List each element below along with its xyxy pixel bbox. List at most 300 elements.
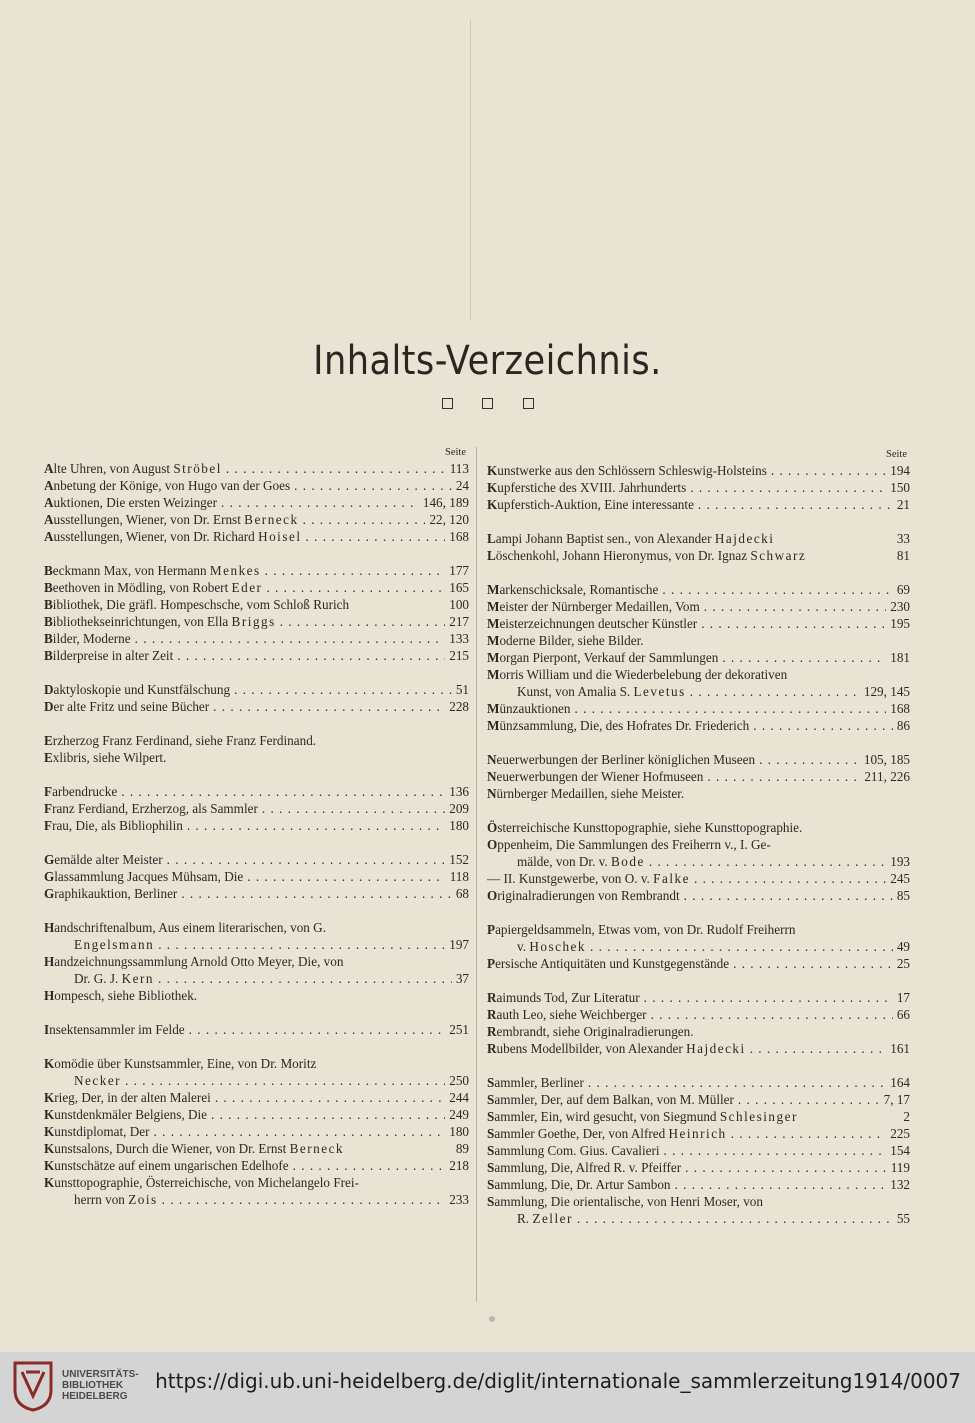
entry-page-number: 136	[449, 784, 469, 799]
dot-leader	[234, 681, 452, 698]
entry-page-number: 86	[896, 718, 910, 733]
entry-title	[44, 733, 316, 748]
index-entry	[44, 749, 469, 766]
entry-text: aimunds Tod, Zur Literatur	[496, 990, 640, 1005]
index-letter-group	[487, 462, 910, 513]
entry-initial: H	[44, 954, 55, 969]
entry-text: unstsalons, Durch die Wiener, von Dr. Ernst	[54, 1141, 290, 1156]
entry-title	[44, 920, 326, 935]
entry-text: ammlung, Die orientalische, von Henri Moser, von	[494, 1194, 763, 1209]
dot-leader	[759, 751, 860, 768]
entry-author: Hajdecki	[714, 531, 775, 546]
entry-initial: S	[487, 1075, 495, 1090]
entry-text: euerwerbungen der Berliner königlichen Museen	[496, 752, 756, 767]
entry-title	[487, 496, 694, 513]
entry-text: auth Leo, siehe Weichberger	[496, 1007, 647, 1022]
index-entry	[44, 511, 469, 528]
entry-title	[44, 528, 302, 545]
entry-page-number: 132	[890, 1177, 910, 1192]
entry-title	[74, 936, 154, 953]
dot-leader	[213, 698, 445, 715]
entry-title	[74, 970, 154, 987]
index-letter-group	[487, 819, 910, 904]
index-entry	[487, 955, 910, 972]
entry-author: Ströbel	[173, 461, 222, 476]
entry-page-number: 197	[449, 937, 469, 952]
entry-text: ammler, Der, auf dem Balkan, von M. Müller	[494, 1092, 734, 1107]
index-entry	[487, 836, 910, 853]
entry-page-number: 105, 185	[863, 752, 910, 767]
entry-initial: A	[44, 529, 54, 544]
entry-text: nsektensammler im Felde	[49, 1022, 185, 1037]
entry-title	[487, 1024, 694, 1039]
entry-text: apiergeldsammeln, Etwas vom, von Dr. Rudolf Freiherrn	[495, 922, 796, 937]
entry-initial: N	[487, 752, 497, 767]
entry-text: R.	[517, 1211, 533, 1226]
entry-page-number: 193	[890, 854, 910, 869]
entry-page-number: 249	[449, 1107, 469, 1122]
entry-initial: M	[487, 667, 500, 682]
entry-title	[44, 698, 209, 715]
entry-text: lte Uhren, von August	[53, 461, 174, 476]
entry-title	[487, 530, 774, 547]
entry-page-number: 230	[890, 599, 910, 614]
index-letter-group	[44, 851, 469, 902]
dot-leader	[575, 700, 887, 717]
index-entry	[44, 1191, 469, 1208]
entry-text: eckmann Max, von Hermann	[52, 563, 210, 578]
index-entry	[487, 819, 910, 836]
entry-text: eisterzeichnungen deutscher Künstler	[499, 616, 698, 631]
entry-title	[44, 477, 290, 494]
entry-initial: G	[44, 852, 55, 867]
entry-title	[44, 1021, 185, 1038]
entry-author: Eder	[231, 580, 263, 595]
index-entry	[44, 936, 469, 953]
entry-initial: A	[44, 512, 54, 527]
dot-leader	[265, 562, 446, 579]
dot-leader	[266, 579, 445, 596]
entry-author: Bode	[611, 854, 645, 869]
dot-leader	[303, 511, 426, 528]
index-entry	[487, 683, 910, 700]
dot-leader	[684, 887, 893, 904]
entry-text: usstellungen, Wiener, von Dr. Ernst	[53, 512, 245, 527]
entry-page-number: 233	[449, 1192, 469, 1207]
entry-page-number: 168	[890, 701, 910, 716]
index-entry	[44, 953, 469, 970]
entry-initial: F	[44, 818, 53, 833]
entry-author: Menkes	[209, 563, 261, 578]
entry-initial: S	[487, 1143, 495, 1158]
entry-title	[487, 581, 658, 598]
index-letter-group	[44, 783, 469, 834]
entry-initial: M	[487, 718, 500, 733]
entry-initial: P	[487, 922, 496, 937]
entry-text: lassammlung Jacques Mühsam, Die	[54, 869, 244, 884]
entry-page-number: 55	[896, 1211, 910, 1226]
entry-author: Falke	[653, 871, 690, 886]
dot-leader	[722, 649, 886, 666]
index-letter-group	[487, 530, 910, 564]
entry-title	[44, 885, 177, 902]
entry-title	[517, 1210, 573, 1227]
entry-page-number: 180	[449, 1124, 469, 1139]
entry-text: xlibris, siehe Wilpert.	[52, 750, 167, 765]
dot-leader	[588, 1074, 886, 1091]
entry-text: organ Pierpont, Verkauf der Sammlungen	[499, 650, 719, 665]
dot-leader	[135, 630, 446, 647]
index-entry	[487, 632, 910, 649]
index-entry	[487, 462, 910, 479]
entry-title	[487, 1091, 734, 1108]
entry-page-number: 165	[449, 580, 469, 595]
index-letter-group	[487, 989, 910, 1057]
entry-page-number: 195	[890, 616, 910, 631]
index-entry	[487, 581, 910, 598]
entry-initial: H	[44, 920, 55, 935]
entry-page-number: 49	[896, 939, 910, 954]
dot-leader	[215, 1089, 445, 1106]
entry-text: unstdiplomat, Der	[54, 1124, 150, 1139]
entry-text: ampi Johann Baptist sen., von Alexander	[495, 531, 715, 546]
entry-page-number: 66	[896, 1007, 910, 1022]
page-title: Inhalts-Verzeichnis.	[313, 338, 662, 384]
entry-title	[487, 1176, 671, 1193]
column-divider	[476, 447, 477, 1302]
entry-page-number: 225	[890, 1126, 910, 1141]
seite-label: Seite	[445, 447, 466, 458]
entry-page-number: 245	[890, 871, 910, 886]
dot-leader	[306, 528, 446, 545]
entry-initial: N	[487, 769, 497, 784]
index-entry	[487, 1006, 910, 1023]
entry-text: riginalradierungen von Rembrandt	[497, 888, 680, 903]
dot-leader	[154, 1123, 446, 1140]
index-entry	[44, 460, 469, 477]
entry-text: ammler, Berliner	[494, 1075, 584, 1090]
entry-initial: D	[44, 682, 54, 697]
dot-leader	[294, 477, 452, 494]
index-entry	[44, 885, 469, 902]
dot-leader	[738, 1091, 880, 1108]
index-entry	[487, 1193, 910, 1210]
index-letter-group	[44, 562, 469, 664]
index-entry	[487, 870, 910, 887]
library-name-line: BIBLIOTHEK	[62, 1380, 124, 1391]
entry-title	[487, 717, 749, 734]
index-entry	[44, 613, 469, 630]
entry-text: ünzauktionen	[499, 701, 571, 716]
dot-leader	[167, 851, 446, 868]
index-letter-group	[44, 919, 469, 1004]
entry-text: ranz Ferdiand, Erzherzog, als Sammler	[52, 801, 258, 816]
index-entry	[44, 647, 469, 664]
index-entry	[44, 919, 469, 936]
entry-title	[487, 1142, 660, 1159]
index-entry	[487, 1040, 910, 1057]
seite-label: Seite	[886, 449, 907, 460]
entry-initial: B	[44, 614, 53, 629]
entry-initial: L	[487, 548, 496, 563]
entry-text: euerwerbungen der Wiener Hofmuseen	[496, 769, 704, 784]
index-entry	[487, 1159, 910, 1176]
index-letter-group	[44, 1055, 469, 1208]
entry-text: sterreichische Kunsttopographie, siehe Kunsttopographie.	[497, 820, 803, 835]
index-entry	[44, 1021, 469, 1038]
entry-initial: G	[44, 869, 55, 884]
entry-title	[487, 751, 755, 768]
index-entry	[487, 768, 910, 785]
ornament-square-icon	[523, 398, 534, 409]
dot-leader	[750, 1040, 887, 1057]
entry-page-number: 17	[896, 990, 910, 1005]
entry-title	[487, 633, 644, 648]
dot-leader	[701, 615, 886, 632]
entry-title	[487, 700, 571, 717]
entry-initial: S	[487, 1092, 495, 1107]
entry-title	[517, 938, 586, 955]
entry-author: Engelsmann	[74, 937, 155, 952]
index-entry	[44, 1072, 469, 1089]
entry-title	[44, 681, 230, 698]
index-entry	[487, 921, 910, 938]
dot-leader	[121, 783, 445, 800]
entry-page-number: 7, 17	[883, 1092, 910, 1107]
bleed-through-rule	[470, 20, 471, 320]
index-entry	[44, 987, 469, 1004]
entry-author: Levetus	[633, 684, 686, 699]
entry-text: raphikauktion, Berliner	[54, 886, 178, 901]
entry-page-number: 150	[890, 480, 910, 495]
entry-title	[487, 649, 718, 666]
entry-initial: O	[487, 837, 498, 852]
entry-title	[487, 989, 640, 1006]
dot-leader	[753, 717, 893, 734]
index-entry	[44, 681, 469, 698]
entry-text: öschenkohl, Johann Hieronymus, von Dr. Ignaz	[495, 548, 751, 563]
entry-text: ürnberger Medaillen, siehe Meister.	[496, 786, 685, 801]
dot-leader	[293, 1157, 446, 1174]
dot-leader	[262, 800, 445, 817]
dot-leader	[664, 1142, 887, 1159]
entry-text: v.	[517, 939, 530, 954]
dot-leader	[707, 768, 860, 785]
index-entry	[487, 1074, 910, 1091]
entry-page-number: 218	[449, 1158, 469, 1173]
entry-initial: R	[487, 1024, 497, 1039]
dot-leader	[211, 1106, 445, 1123]
entry-page-number: 194	[890, 463, 910, 478]
entry-initial: S	[487, 1160, 495, 1175]
entry-title	[44, 1157, 289, 1174]
index-entry	[487, 479, 910, 496]
entry-title	[44, 1089, 211, 1106]
entry-title	[44, 851, 163, 868]
index-entry	[487, 1176, 910, 1193]
index-entry	[44, 562, 469, 579]
entry-initial: B	[44, 580, 53, 595]
entry-text: embrandt, siehe Originalradierungen.	[496, 1024, 694, 1039]
ornament-square-icon	[482, 398, 493, 409]
entry-title	[44, 750, 166, 765]
entry-title	[487, 1006, 647, 1023]
entry-page-number: 181	[890, 650, 910, 665]
entry-page-number: 81	[896, 548, 910, 563]
index-entry	[487, 785, 910, 802]
entry-text: usstellungen, Wiener, von Dr. Richard	[53, 529, 259, 544]
entry-author: Hoschek	[529, 939, 586, 954]
entry-page-number: 85	[896, 888, 910, 903]
entry-page-number: 51	[455, 682, 469, 697]
permalink-url[interactable]: https://digi.ub.uni-heidelberg.de/diglit/internationale_sammlerzeitung1914/0007	[155, 1369, 961, 1393]
entry-text: oderne Bilder, siehe Bilder.	[499, 633, 644, 648]
entry-title	[44, 783, 117, 800]
entry-title	[44, 1106, 207, 1123]
entry-title	[44, 1175, 359, 1190]
entry-title	[487, 1074, 584, 1091]
index-entry	[487, 615, 910, 632]
entry-author: Briggs	[231, 614, 276, 629]
entry-text: uktionen, Die ersten Weizinger	[53, 495, 218, 510]
entry-initial: A	[44, 461, 54, 476]
entry-initial: F	[44, 801, 53, 816]
entry-title	[44, 1140, 344, 1157]
index-entry	[487, 887, 910, 904]
university-seal-icon	[12, 1360, 54, 1412]
entry-title	[44, 1123, 150, 1140]
entry-text: ammler Goethe, Der, von Alfred	[494, 1126, 669, 1141]
entry-text: Dr. G. J.	[74, 971, 122, 986]
entry-page-number: 228	[449, 699, 469, 714]
entry-initial: B	[44, 631, 53, 646]
entry-title	[44, 954, 343, 969]
index-entry	[44, 1106, 469, 1123]
dot-leader	[189, 1021, 446, 1038]
library-name-line: UNIVERSITÄTS-	[62, 1369, 139, 1380]
ornament-square-icon	[442, 398, 453, 409]
entry-text: Kunst, von Amalia S.	[517, 684, 634, 699]
entry-title	[487, 479, 686, 496]
entry-initial: R	[487, 990, 497, 1005]
entry-page-number: 152	[449, 852, 469, 867]
entry-author: Berneck	[244, 512, 299, 527]
entry-text: ibliothekseinrichtungen, von Ella	[52, 614, 232, 629]
entry-title	[44, 596, 349, 613]
entry-text: rieg, Der, in der alten Malerei	[54, 1090, 211, 1105]
entry-page-number: 244	[449, 1090, 469, 1105]
entry-title	[487, 462, 767, 479]
entry-page-number: 22, 120	[429, 512, 469, 527]
dot-leader	[162, 1191, 446, 1208]
entry-text: ilderpreise in alter Zeit	[52, 648, 174, 663]
entry-text: — II. Kunstgewerbe, von O. v.	[487, 871, 654, 886]
entry-title	[487, 768, 703, 785]
entry-text: nbetung der Könige, von Hugo van der Goes	[53, 478, 291, 493]
entry-initial: A	[44, 478, 54, 493]
index-entry	[487, 598, 910, 615]
entry-page-number: 251	[449, 1022, 469, 1037]
entry-text: rzherzog Franz Ferdinand, siehe Franz Ferdinand.	[52, 733, 317, 748]
entry-title	[44, 460, 222, 477]
entry-text: arkenschicksale, Romantische	[499, 582, 659, 597]
index-column-left	[44, 446, 469, 1225]
entry-author: Schwarz	[750, 548, 807, 563]
index-entry	[487, 530, 910, 547]
entry-title	[487, 837, 771, 852]
entry-page-number: 33	[896, 531, 910, 546]
dot-leader	[280, 613, 446, 630]
entry-title	[487, 667, 787, 682]
entry-page-number: 209	[449, 801, 469, 816]
entry-text: er alte Fritz und seine Bücher	[53, 699, 210, 714]
dot-leader	[158, 970, 452, 987]
entry-title	[487, 615, 697, 632]
entry-initial: K	[44, 1090, 55, 1105]
entry-text: upferstiche des XVIII. Jahrhunderts	[497, 480, 687, 495]
entry-initial: K	[44, 1056, 55, 1071]
index-entry	[44, 579, 469, 596]
entry-text: ppenheim, Die Sammlungen des Freiherrn v., I. Ge-	[497, 837, 771, 852]
index-entry	[44, 783, 469, 800]
index-entry	[487, 1210, 910, 1227]
index-entry	[487, 1142, 910, 1159]
entry-initial: K	[44, 1107, 55, 1122]
dot-leader	[690, 683, 860, 700]
index-entry	[44, 698, 469, 715]
index-letter-group	[44, 732, 469, 766]
entry-title	[487, 1108, 798, 1125]
entry-title	[74, 1072, 121, 1089]
index-entry	[44, 630, 469, 647]
entry-text: ammlung, Die, Dr. Artur Sambon	[494, 1177, 671, 1192]
entry-text: ammlung, Die, Alfred R. v. Pfeiffer	[494, 1160, 682, 1175]
dot-leader	[226, 460, 446, 477]
footer-bar	[0, 1352, 975, 1423]
dot-leader	[187, 817, 445, 834]
index-entry	[44, 1055, 469, 1072]
dot-leader	[694, 870, 886, 887]
entry-title	[487, 1194, 763, 1209]
entry-page-number: 118	[449, 869, 469, 884]
entry-title	[487, 547, 806, 564]
dot-leader	[685, 1159, 887, 1176]
entry-initial: K	[44, 1158, 55, 1173]
entry-text: andschriftenalbum, Aus einem literarischen, von G.	[54, 920, 326, 935]
entry-page-number: 21	[896, 497, 910, 512]
entry-page-number: 69	[896, 582, 910, 597]
dot-leader	[221, 494, 419, 511]
dot-leader	[247, 868, 445, 885]
index-entry	[44, 1089, 469, 1106]
index-entry	[44, 800, 469, 817]
entry-text: eister der Nürnberger Medaillen, Vom	[499, 599, 700, 614]
entry-initial: M	[487, 633, 500, 648]
entry-initial: M	[487, 582, 500, 597]
entry-initial: K	[487, 463, 498, 478]
entry-text: mälde, von Dr. v.	[517, 854, 612, 869]
entry-title	[487, 786, 684, 801]
entry-text: unstschätze auf einem ungarischen Edelhofe	[54, 1158, 289, 1173]
entry-title	[44, 562, 261, 579]
entry-initial: B	[44, 648, 53, 663]
entry-page-number: 154	[890, 1143, 910, 1158]
index-letter-group	[487, 921, 910, 972]
entry-title	[487, 1159, 681, 1176]
entry-text: orris William und die Wiederbelebung der dekorativen	[499, 667, 788, 682]
index-entry	[44, 494, 469, 511]
dot-leader	[771, 462, 886, 479]
